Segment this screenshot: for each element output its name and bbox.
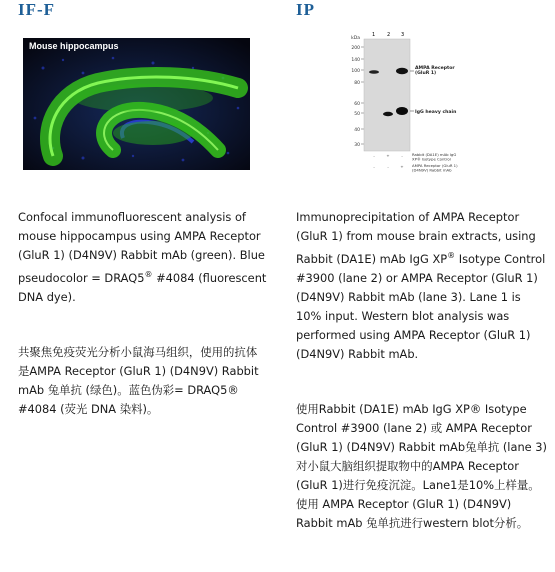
row2-mark: - — [387, 164, 389, 169]
ip-caption-chinese: 使用Rabbit (DA1E) mAb IgG XP® Isotype Control #3900 (lane 2) 或 AMPA Receptor (GluR 1) (D4N9V) Rabbit mAb兔单抗 (lane 3)对小鼠大脑组织提取物中的AMPA Receptor (GluR 1)进行免疫沉淀。Lane1是10%上样量。使用 AMPA Receptor (GluR 1) (D4N9V) Rabbit mAb 兔单抗进行western blot分析。 — [296, 402, 547, 530]
band-label-glur1: AMPA Receptor — [415, 66, 455, 71]
row1-mark: + — [386, 153, 390, 158]
if-f-caption-chinese: 共聚焦免疫荧光分析小鼠海马组织，使用的抗体是AMPA Receptor (GluR 1) (D4N9V) Rabbit mAb 兔单抗 (绿色)。蓝色伪彩= DRAQ5® #4084 (荧光 DNA 染料)。 — [18, 345, 259, 416]
if-f-heading: IF-F — [18, 0, 56, 19]
row2-mark: - — [373, 164, 375, 169]
mw-marker: kDa — [351, 36, 360, 41]
row1-mark: - — [401, 153, 403, 158]
row2-label-b: (D4N9V) Rabbit mAb — [412, 167, 452, 173]
lane-number: 2 — [387, 32, 391, 38]
mw-marker: 140 — [351, 58, 360, 63]
band-label-glur1-b: (GluR 1) — [415, 71, 437, 76]
band-lane2-igg — [383, 112, 393, 116]
ip-caption-english: Immunoprecipitation of AMPA Receptor (GluR 1) from mouse brain extracts, using Rabbit (DA1E) mAb IgG XP® Isotype Control #3900 (lane 2) or AMPA Receptor (GluR 1) (D4N9V) Rabbit mAb (lane 3). Lane 1 is 10% input. Western blot analysis was performed using AMPA Receptor (GluR 1) (D4N9V) Rabbit mAb. — [296, 210, 546, 361]
mw-marker: 50 — [354, 112, 360, 117]
row2-label: AMPA Receptor (GluR 1) — [412, 163, 458, 168]
band-label-igg: IgG heavy chain — [415, 110, 457, 115]
row1-mark: - — [373, 153, 375, 158]
row2-mark: + — [400, 164, 404, 169]
lane-number: 1 — [372, 32, 376, 38]
mw-marker: 200 — [351, 46, 360, 51]
ip-section — [296, 0, 548, 530]
mw-marker: 80 — [354, 81, 360, 86]
image-title: Mouse hippocampus — [29, 41, 119, 51]
row1-label-b: XP® Isotype Control — [412, 156, 451, 162]
mw-marker: 40 — [354, 128, 360, 133]
band-lane3-glur1 — [396, 68, 408, 74]
if-f-caption-english: Confocal immunofluorescent analysis of mouse hippocampus using AMPA Receptor (GluR 1) (D4N9V) Rabbit mAb (green). Blue pseudocolor = DRAQ5® #4084 (fluorescent DNA dye). — [18, 210, 267, 304]
mw-marker: 100 — [351, 69, 360, 74]
band-lane1-glur1 — [369, 70, 379, 74]
ip-heading: IP — [296, 0, 315, 19]
mw-marker: 30 — [354, 143, 360, 148]
hippocampus-drawing — [23, 38, 250, 170]
lane-number: 3 — [401, 32, 405, 38]
western-blot-drawing — [346, 28, 501, 178]
row1-label: Rabbit (DA1E) mAb IgG — [412, 152, 457, 157]
hippocampus-fluorescence-image — [23, 38, 250, 170]
if-f-section — [18, 0, 268, 416]
mw-marker: 60 — [354, 102, 360, 107]
band-lane3-igg — [396, 107, 408, 115]
western-blot-figure — [346, 28, 501, 178]
